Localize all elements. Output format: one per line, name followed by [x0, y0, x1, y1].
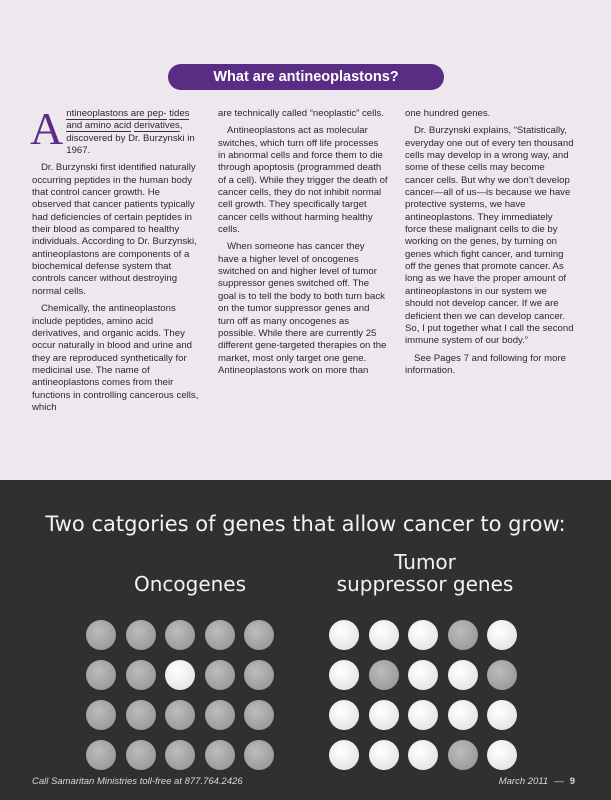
- paragraph: are technically called “neoplastic” cells.: [218, 108, 384, 119]
- intro-text: , discovered by Dr. Burzynski in 1967.: [66, 120, 195, 157]
- oncogene-gray-circle: [165, 620, 195, 650]
- issue-date: March 2011: [498, 776, 549, 787]
- oncogene-gray-circle: [205, 620, 235, 650]
- tumor-suppressor-label: [320, 551, 530, 595]
- tumor-suppressor-gray-circle: [487, 660, 517, 690]
- tumor-suppressor-white-circle: [487, 700, 517, 730]
- tumor-suppressor-white-circle: [329, 700, 359, 730]
- oncogene-gray-circle: [86, 740, 116, 770]
- separator: —: [554, 776, 564, 787]
- paragraph: See Pages 7 and following for more information.: [405, 352, 566, 376]
- oncogene-gray-circle: [244, 700, 274, 730]
- oncogenes-label: Oncogenes: [133, 572, 247, 596]
- paragraph: one hundred genes.: [405, 108, 491, 119]
- oncogene-gray-circle: [126, 700, 156, 730]
- page-number: 9: [569, 776, 575, 787]
- oncogene-gray-circle: [244, 740, 274, 770]
- article-column-1: [30, 103, 202, 419]
- article-column-3: [405, 108, 575, 382]
- tumor-suppressor-gray-circle: [448, 620, 478, 650]
- paragraph: Dr. Burzynski first identified naturally occurring peptides in the human body that control cancer growth. He observed that cancer patients typically had deficiencies of certain peptides in their blood as compared to healthy individuals. According to Dr. Burzynski, antineoplastons are components of a biochemical defense system that controls cancer without destroying normal cells.: [32, 162, 197, 297]
- intro-paragraph: [30, 103, 202, 157]
- oncogene-gray-circle: [86, 660, 116, 690]
- drop-cap: A: [30, 103, 64, 154]
- tumor-suppressor-white-circle: [329, 660, 359, 690]
- tumor-suppressor-gray-circle: [369, 660, 399, 690]
- underlined-text: derivatives: [133, 120, 180, 132]
- tumor-suppressor-grid: [329, 620, 517, 770]
- tumor-suppressor-white-circle: [448, 700, 478, 730]
- underlined-text: tides and amino acid: [66, 108, 190, 132]
- tumor-suppressor-white-circle: [487, 620, 517, 650]
- oncogene-gray-circle: [205, 740, 235, 770]
- tumor-label-line: suppressor genes: [336, 572, 514, 596]
- oncogene-gray-circle: [165, 740, 195, 770]
- tumor-suppressor-white-circle: [448, 660, 478, 690]
- oncogenes-grid: [86, 620, 274, 770]
- tumor-suppressor-white-circle: [408, 700, 438, 730]
- tumor-suppressor-white-circle: [329, 740, 359, 770]
- tumor-suppressor-white-circle: [369, 700, 399, 730]
- paragraph: When someone has cancer they have a higher level of oncogenes switched on and higher level of tumor suppressor genes switched off. The goal is to tell the body to both turn back on the tumor suppressor genes and turn off as many oncogenes as possible. While there are currently 25 different gene-targeted therapies on the market, most only target one gene. Antineoplastons work on more than: [218, 241, 387, 376]
- tumor-label-line: Tumor: [394, 550, 456, 574]
- paragraph: Dr. Burzynski explains, “Statistically, everyday one out of every ten thousand cells may develop in a wrong way, and some of these cells may become cancer cells. But why we don’t develop cancer—all of us—is because we have protective systems, we have antineoplastons. They immediately force these malignant cells to die by working on the genes, by turning on genes which fight cancer, and turning off the genes that promote cancer. As long as we have the proper amount of antineoplastons in our system we should not develop cancer. If we are deficient then we can develop cancer. So, I put together what I call the second immune system of our body.”: [405, 125, 574, 347]
- oncogene-gray-circle: [244, 660, 274, 690]
- tumor-suppressor-white-circle: [329, 620, 359, 650]
- article-heading: What are antineoplastons?: [168, 64, 444, 90]
- tumor-suppressor-gray-circle: [448, 740, 478, 770]
- tumor-suppressor-white-circle: [408, 660, 438, 690]
- oncogene-gray-circle: [126, 740, 156, 770]
- paragraph: Chemically, the antineoplastons include peptides, amino acid derivatives, and organic acids. They occur naturally in blood and urine and they are reproduced synthetically for medicinal use. The name of antineoplastons comes from their functions in controlling cancerous cells, which: [32, 303, 199, 413]
- underlined-text: ntineoplastons are pep-: [66, 108, 167, 119]
- graphic-title: Two catgories of genes that allow cancer to grow:: [45, 512, 566, 536]
- tumor-suppressor-white-circle: [369, 620, 399, 650]
- tumor-suppressor-white-circle: [408, 620, 438, 650]
- tumor-suppressor-white-circle: [369, 740, 399, 770]
- oncogene-white-circle: [165, 660, 195, 690]
- oncogene-gray-circle: [205, 660, 235, 690]
- oncogene-gray-circle: [86, 620, 116, 650]
- oncogene-gray-circle: [205, 700, 235, 730]
- oncogene-gray-circle: [244, 620, 274, 650]
- oncogene-gray-circle: [126, 660, 156, 690]
- tumor-suppressor-white-circle: [408, 740, 438, 770]
- footer-page-info: [499, 776, 575, 787]
- footer-phone: Call Samaritan Ministries toll-free at 877.764.2426: [32, 776, 243, 787]
- tumor-suppressor-white-circle: [487, 740, 517, 770]
- article-column-2: [218, 108, 388, 382]
- paragraph: Antineoplastons act as molecular switches, which turn off life processes in abnormal cells and force them to die through apoptosis (programmed death of a cell). While they trigger the death of cancer cells, they do not inhibit normal cell growth. They specifically target cancer cells without harming healthy cells.: [218, 125, 388, 236]
- oncogene-gray-circle: [165, 700, 195, 730]
- oncogene-gray-circle: [86, 700, 116, 730]
- oncogene-gray-circle: [126, 620, 156, 650]
